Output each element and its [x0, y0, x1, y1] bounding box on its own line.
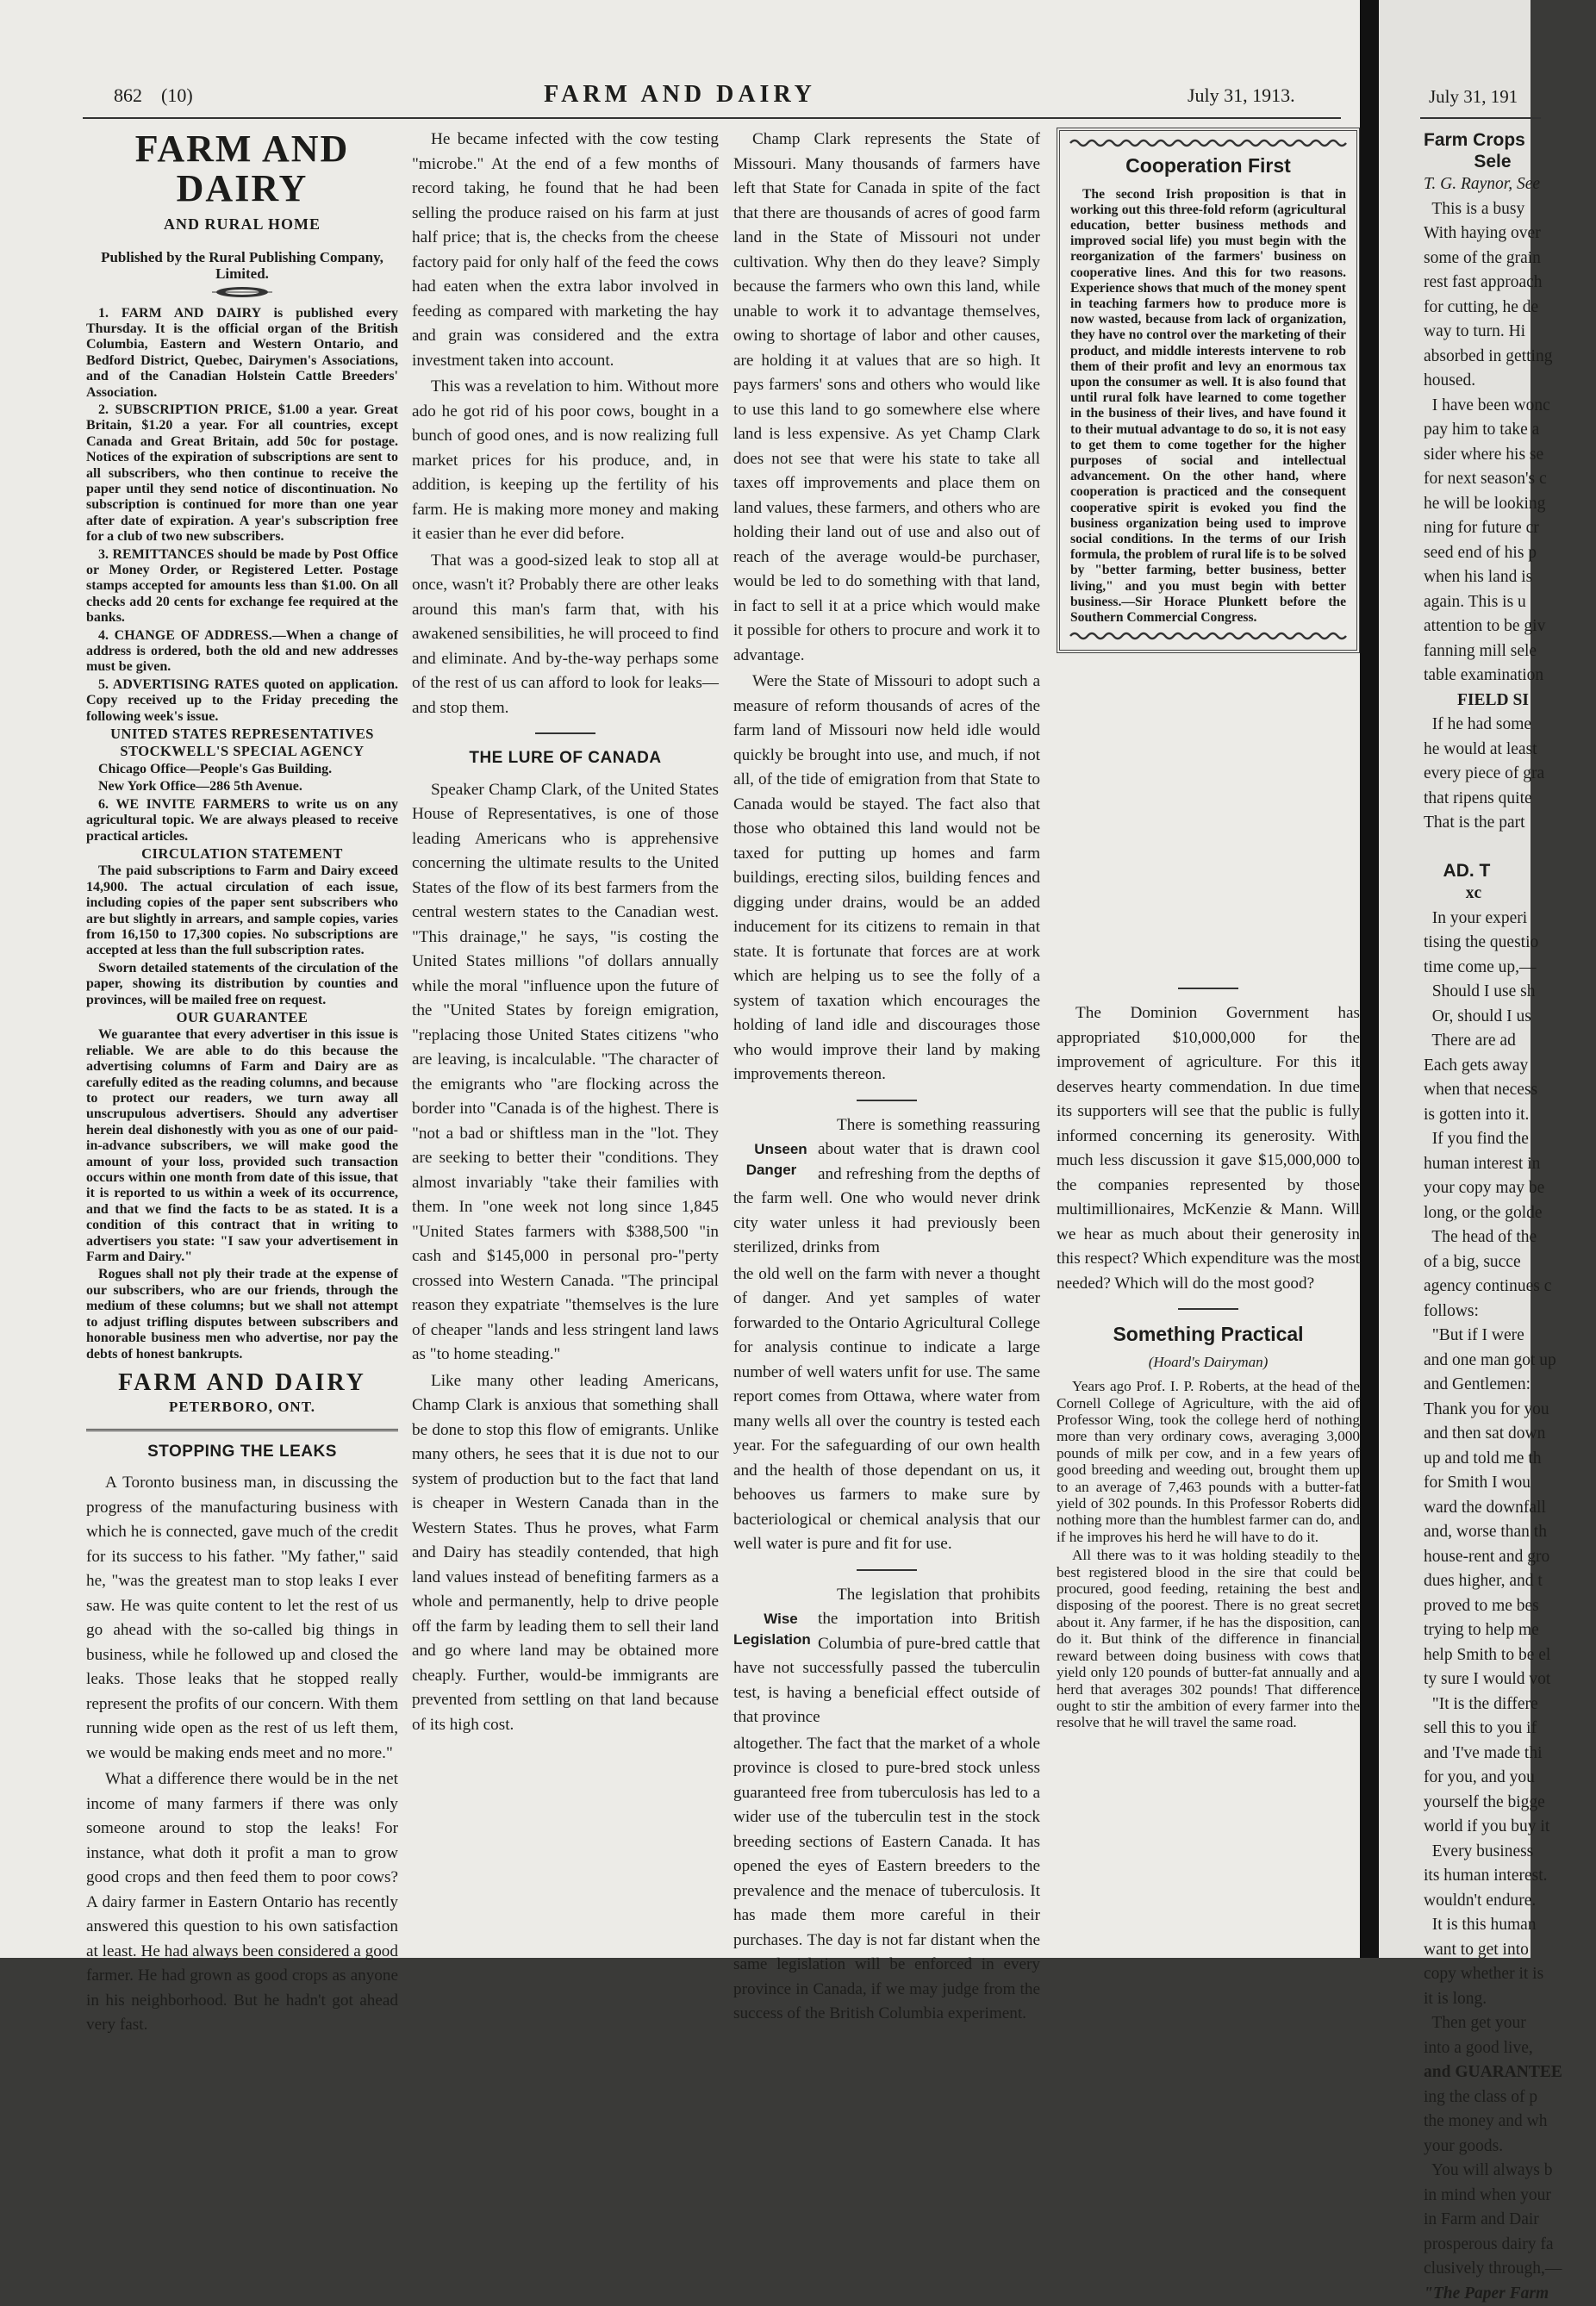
next-page-line: he will be looking: [1424, 492, 1596, 517]
article-paragraph: Like many other leading Americans, Champ Clark is anxious that something shall be done to stop this flow of emigrants. Unlike many others, he sees that it is due not to our system of production but to the fact that land is cheaper in Western Canada than in the Western States. Thus he proves, what Farm and Dairy has steadily contended, that high land values instead of benefiting farmers as a whole and permanently, help to drive people off the farm by leading them to sell their land and go where land may be obtained more cheaply. Further, would-be immigrants are prevented from settling on that land because of its high cost.: [412, 1369, 719, 1738]
editorial-lead: [733, 1583, 1040, 1730]
next-page-line: its human interest.: [1424, 1864, 1596, 1889]
publication-terms: [86, 306, 398, 1362]
next-page-text: [1424, 129, 1596, 2306]
editorial-body: altogether. The fact that the market of a whole province is closed to pure-bred stock unless guaranteed free from tuberculosis has led to a wider use of the tuberculin test in the stock breeding sections of Eastern Canada. It has opened the eyes of Eastern breeders to the prevalence and the menace of tuberculosis. It has made them more careful in their purchases. The day is not far distant when the same legislation will be enforced in every province in Canada, if we may judge from the success of the British Columbia experiment.: [733, 1732, 1040, 2027]
next-page-line: It is this human: [1424, 1913, 1596, 1938]
next-page-line: If he had some: [1424, 713, 1596, 738]
editorial-wise-legislation: [733, 1583, 1040, 2027]
next-page-line: and one man got up: [1424, 1349, 1596, 1374]
next-page-line: There are ad: [1424, 1029, 1596, 1054]
next-page-line: Each gets away: [1424, 1054, 1596, 1079]
cooperation-box: [1057, 128, 1360, 653]
next-page-line: fanning mill sele: [1424, 639, 1596, 664]
next-page-line: ward the downfall: [1424, 1496, 1596, 1521]
us-reps-chicago: Chicago Office—People's Gas Building.: [86, 762, 398, 777]
next-page-line: world if you buy it: [1424, 1815, 1596, 1840]
section-rule: [857, 1100, 917, 1101]
next-page-line: trying to help me: [1424, 1618, 1596, 1643]
next-page-line: human interest in: [1424, 1152, 1596, 1177]
next-page-line: that ripens quite: [1424, 787, 1596, 812]
terms-item: 4. CHANGE OF ADDRESS.—When a change of address is ordered, both the old and new addresses must be given.: [86, 628, 398, 676]
lead-text: The legislation that prohibits the importation into British Columbia of pure-bred cattle that have not successfully passed the tuberculin test, is having a beneficial effect outside of that province: [733, 1586, 1040, 1727]
next-page-line: house-rent and gro: [1424, 1545, 1596, 1570]
next-page-line: every piece of gra: [1424, 762, 1596, 787]
next-page-line: That is the part: [1424, 811, 1596, 836]
article-paragraph: Years ago Prof. I. P. Roberts, at the head of the Cornell College of Agriculture, with the aid of Professor Wing, took the college herd of nothing more than very ordinary cows, averaging 3,000 pounds of milk per cow, and in a few years of good breeding and weeding out, brought them up to an average of 7,463 pounds with a butter-fat yield of 302 pounds. In this Professor Roberts did nothing more than the humblest farmer can do, and if he improves his herd he will have to do it.: [1057, 1378, 1360, 1545]
next-page-line: Or, should I us: [1424, 1005, 1596, 1030]
next-page-line: xc: [1424, 882, 1596, 907]
next-page-line: your goods.: [1424, 2135, 1596, 2160]
article-paragraph: Speaker Champ Clark, of the United States House of Representatives, is one of those leading Americans who is apprehensive concerning the ultimate results to the United States of the flow of its best farmers from the central western states to the Canadian west. "This drainage," he says, "is costing the United States millions "of dollars annually while the moral "influence upon the future of the "United States by foreign emigration, "replacing those United States citizens "who are leaving, is incalculable. "The character of the emigrants who "are flocking across the border into "Canada is of the highest. There is "not a bad or shiftless man in the "lot. They are seeking to better their "conditions. They almost invariably "take their families with them. In "one week not long since 1,845 "United States farmers with $388,500 "in cash and $145,000 in personal pro-"perty crossed into Western Canada. "The principal reason they expatriate "themselves is the lure of cheaper "lands and less stringent land laws as "to home steading.": [412, 778, 719, 1368]
column-continuation-space: [1057, 664, 1360, 975]
next-page-line: in mind when your: [1424, 2184, 1596, 2209]
next-page-line: housed.: [1424, 369, 1596, 394]
next-page-line: it is long.: [1424, 1987, 1596, 2012]
next-page-line: T. G. Raynor, See: [1424, 172, 1596, 197]
article-paragraph: What a difference there would be in the net income of many farmers if there was only someone around to stop the leaks! For instance, what doth it profit a man to grow good crops and then feed them to poor cows? A dairy farmer in Eastern Ontario has recently answered this question to his own satisfaction at least. He had always been considered a good farmer. He had grown as good crops as anyone in his neighborhood. But he hadn't got ahead very fast.: [86, 1767, 398, 2038]
next-page-line: some of the grain: [1424, 246, 1596, 271]
next-page-line: help Smith to be el: [1424, 1643, 1596, 1668]
next-page-line: "The Paper Farm: [1424, 2282, 1596, 2306]
article-body: [1057, 1378, 1360, 1731]
next-page-line: in Farm and Dair: [1424, 2208, 1596, 2233]
us-reps-agency: STOCKWELL'S SPECIAL AGENCY: [86, 744, 398, 759]
next-page-line: clusively through,—: [1424, 2257, 1596, 2282]
next-page-line: want to get into: [1424, 1938, 1596, 1963]
side-head: Wise Legislation: [733, 1609, 809, 1650]
terms-item: 1. FARM AND DAIRY is published every Thursday. It is the official organ of the British Columbia, Eastern and Western Ontario, and Bedford District, Quebec, Dairymen's Associations, and of the Canadian Holstein Cattle Breeders' Association.: [86, 306, 398, 401]
article-paragraph: That was a good-sized leak to stop all at once, wasn't it? Probably there are other leaks around this man's farm that, with his awakened sensibilities, he will proceed to find and eliminate. And by-the-way perhaps some of the rest of us can afford to look for leaks—and stop them.: [412, 549, 719, 721]
next-page-line: when that necess: [1424, 1078, 1596, 1103]
next-page-line: "It is the differe: [1424, 1692, 1596, 1717]
next-page-line: the money and wh: [1424, 2110, 1596, 2135]
next-page-line: Farm Crops: [1424, 129, 1596, 151]
next-page-line: This is a busy: [1424, 197, 1596, 222]
next-page-line: time come up,—: [1424, 956, 1596, 981]
guarantee-text: We guarantee that every advertiser in this issue is reliable. We are able to do this because the advertising columns of Farm and Dairy are as carefully edited as the reading columns, and because to protect our readers, we turn away all unscrupulous advertisers. Should any advertiser herein deal dishonestly with you as one of our paid-in-advance subscribers, we will make good the amount of your loss, provided such transaction occurs within one month from date of this issue, that it is reported to us within a week of its occurrence, and that we find the facts to be as stated. It is a condition of this contract that in writing to advertisers you state: "I saw your advertisement in Farm and Dairy.": [86, 1027, 398, 1265]
next-page-line: for next season's c: [1424, 467, 1596, 492]
next-page-line: pay him to take a: [1424, 418, 1596, 443]
us-reps-title: UNITED STATES REPRESENTATIVES: [86, 726, 398, 742]
next-page-line: into a good live,: [1424, 2036, 1596, 2061]
rogues-text: Rogues shall not ply their trade at the expense of our subscribers, who are our friends, through the medium of these columns; but we shall not attempt to adjust trifling disputes between subscribers and honorable business men who advertise, nor pay the debts of honest bankrupts.: [86, 1267, 398, 1362]
next-page-line: proved to me bes: [1424, 1594, 1596, 1619]
next-page-line: If you find the: [1424, 1127, 1596, 1152]
publisher-line: Published by the Rural Publishing Company, Limited.: [86, 249, 398, 282]
next-page-line: "But if I were: [1424, 1324, 1596, 1349]
running-masthead: FARM AND DAIRY: [0, 81, 1360, 109]
next-page-line: [1424, 836, 1596, 861]
next-page-line: ing the class of p: [1424, 2085, 1596, 2110]
next-page-line: way to turn. Hi: [1424, 320, 1596, 345]
next-page-line: he would at least: [1424, 738, 1596, 763]
next-page-line: ty sure I would vot: [1424, 1667, 1596, 1692]
box-body: The second Irish proposition is that in working out this three-fold reform (agricultural education, better business methods and improved social life) you must begin with the reorganization of the farmers' business on cooperative lines. And this for two reasons. Experience shows that much of the money spent in teaching farmers how to produce more is now wasted, because from lack of organization, they have no control over the marketing of their product, and middle interests intervene to rob them of their profit and levy an enormous tax upon the consumer as well. It is also found that until rural folk have learned to come together in the business of their lives, and have found it to their mutual advantage to do so, it is not easy to get them to come together for the higher purposes of social and intellectual advancement. On the other hand, where cooperation is practiced and the consequent cooperative spirit is evoked you find the business organization being used to improve social conditions. In the terms of our Irish formula, the problem of rural life is to be solved by "better farming, better business, better living," and you must begin with better business.—Sir Horace Plunkett before the Southern Commercial Congress.: [1070, 187, 1346, 626]
terms-item: 2. SUBSCRIPTION PRICE, $1.00 a year. Great Britain, $1.20 a year. For all countries, except Canada and Great Britain, add 50c for postage. Notices of the expiration of subscriptions are sent to all subscribers, who then continue to receive the paper until they send notice of discontinuation. No subscription is continued for more than one year after date of expiration. A year's subscription free for a club of two new subscribers.: [86, 402, 398, 545]
next-page-line: absorbed in getting: [1424, 345, 1596, 370]
next-page-line: The head of the: [1424, 1225, 1596, 1250]
next-page-line: prosperous dairy fa: [1424, 2233, 1596, 2258]
circulation-title: CIRCULATION STATEMENT: [86, 846, 398, 862]
article-paragraph: Champ Clark represents the State of Missouri. Many thousands of farmers have left that State for Canada in spite of the fact that there are thousands of acres of good farm land in the State of Missouri not under cultivation. Why then do they leave? Simply because the farmers who own this land, while unable to work it to advantage themselves, owing to shortage of labor and other causes, are holding it at values that are so high. It pays farmers' sons and others who would like to use this land to go somewhere else where land is less expensive. As yet Champ Clark does not see that were his state to take all taxes off improvements and place them on land values, these farmers, and others who are holding their land out of use and also out of reach of the average would-be purchaser, would be led to do something with that land, in fact to sell it at a price which would make it possible for others to procure and work it to advantage.: [733, 128, 1040, 668]
next-page-line: up and told me th: [1424, 1447, 1596, 1472]
column-3: [733, 128, 1040, 2029]
section-rule: [857, 1569, 917, 1571]
article-title: STOPPING THE LEAKS: [86, 1440, 398, 1465]
box-title: Cooperation First: [1070, 153, 1346, 178]
next-page-line: and 'I've made thi: [1424, 1742, 1596, 1767]
ornament-icon: [212, 285, 272, 299]
binding-gutter: [1360, 0, 1379, 1958]
page-number: 862 (10): [114, 84, 193, 107]
double-rule: [86, 1429, 398, 1431]
next-page-line: table examination: [1424, 664, 1596, 689]
editorial-paragraph: The Dominion Government has appropriated $10,000,000 for the improvement of agriculture. For this it deserves hearty commendation. In due time its supporters will see that the public is fully informed concerning its generosity. With much less discussion it gave $15,000,000 to the companies represented by those multimillionaires, McKenzie & Mann. Will we hear as much about their generosity in this respect? Which expenditure was the most needed? Which will do the most good?: [1057, 1001, 1360, 1296]
next-page-line: again. This is u: [1424, 590, 1596, 615]
next-page-line: Every business: [1424, 1840, 1596, 1865]
editorial-lead: [733, 1113, 1040, 1261]
next-page-line: Thank you for you: [1424, 1398, 1596, 1423]
next-page-line: copy whether it is: [1424, 1962, 1596, 1987]
masthead-subtitle: AND RURAL HOME: [86, 212, 398, 237]
next-page-line: and Gentlemen:: [1424, 1373, 1596, 1398]
sworn-text: Sworn detailed statements of the circulation of the paper, showing its distribution by counties and provinces, will be mailed free on request.: [86, 961, 398, 1008]
next-page-line: and then sat down: [1424, 1422, 1596, 1447]
next-page-line: With haying over: [1424, 221, 1596, 246]
next-page-line: Then get your: [1424, 2011, 1596, 2036]
next-page-line: sell this to you if: [1424, 1717, 1596, 1742]
column-2: [412, 128, 719, 1739]
next-page-line: tising the questio: [1424, 931, 1596, 956]
next-page-line: long, or the golde: [1424, 1201, 1596, 1226]
circulation-text: The paid subscriptions to Farm and Dairy exceed 14,900. The actual circulation of each issue, including copies of the paper sent subscribers who are but slightly in arrears, and sample copies, varies from 16,150 to 17,300 copies. No subscriptions are accepted at less than the full subscription rates.: [86, 863, 398, 958]
next-page-line: for you, and you: [1424, 1766, 1596, 1791]
next-page-line: You will always b: [1424, 2159, 1596, 2184]
article-paragraph: This was a revelation to him. Without more ado he got rid of his poor cows, bought in a bunch of good ones, and is now realizing full market prices for his produce, and, in addition, is keeping up the fertility of his farm. He is making more money and making it easier than he ever did before.: [412, 375, 719, 547]
us-reps-ny: New York Office—286 5th Avenue.: [86, 779, 398, 795]
terms-item: 3. REMITTANCES should be made by Post Office or Money Order, or Registered Letter. Postage stamps accepted for amounts less than $1.00. On all checks add 20 cents for exchange fee required at the banks.: [86, 547, 398, 626]
next-page-line: AD. T: [1424, 860, 1596, 882]
next-page-line: agency continues c: [1424, 1275, 1596, 1299]
header-rule: [83, 117, 1341, 119]
lead-text: There is something reassuring about water that is drawn cool and refreshing from the depths of the farm well. One who would never drink city water unless it had previously been sterilized, drinks from: [733, 1116, 1040, 1257]
next-page-line: when his land is: [1424, 565, 1596, 590]
article-title: THE LURE OF CANADA: [412, 746, 719, 771]
next-page-line: of a big, succe: [1424, 1250, 1596, 1275]
section-rule: [1178, 988, 1238, 989]
next-page-line: sider where his se: [1424, 443, 1596, 468]
article-paragraph: He became infected with the cow testing "microbe." At the end of a few months of record taking, he found that he had been selling the produce raised on his farm at just half price; that is, the checks from the cheese factory paid for only half of the feed the cows had eaten when the extra labor involved in feeding as compared with marketing the hay and grain was considered and the extra investment taken into account.: [412, 128, 719, 373]
column-1: [86, 128, 398, 2040]
next-page-line: In your experi: [1424, 907, 1596, 932]
next-page-line: for cutting, he de: [1424, 296, 1596, 321]
masthead-footer-title: FARM AND DAIRY: [86, 1371, 398, 1396]
next-page-line: seed end of his p: [1424, 541, 1596, 566]
editorial-unseen-danger: [733, 1113, 1040, 1557]
next-page-line: attention to be giv: [1424, 614, 1596, 639]
next-page-date: July 31, 191: [1429, 86, 1518, 108]
next-page-line: and, worse than th: [1424, 1520, 1596, 1545]
article-title: Something Practical: [1057, 1322, 1360, 1347]
terms-item: 5. ADVERTISING RATES quoted on application. Copy received up to the Friday preceding the following week's issue.: [86, 677, 398, 725]
header-rule: [1420, 117, 1541, 119]
next-page-line: your copy may be: [1424, 1176, 1596, 1201]
next-page-line: follows:: [1424, 1299, 1596, 1324]
article-paragraph: A Toronto business man, in discussing the progress of the manufacturing business with which he is connected, gave much of the credit for its success to his father. "My father," said he, "was the greatest man to stop leaks I ever saw. He was quite content to let the rest of us go ahead with the so-called big things in business, while he followed up and closed the leaks. Those leaks that he stopped really represent the profits of our concern. With them running wide open as the rest of us left them, we would be making ends meet and no more.": [86, 1471, 398, 1766]
next-page-line: Sele: [1424, 151, 1596, 172]
next-page-line: wouldn't endure.: [1424, 1889, 1596, 1914]
masthead-footer-place: PETERBORO, ONT.: [86, 1395, 398, 1420]
article-paragraph: Were the State of Missouri to adopt such a measure of reform thousands of acres of the farm land of Missouri now held idle would quickly be brought into use, and much, if not all, of the tide of emigration from that State to Canada would be stayed. The fact also that those who obtained this land would not be taxed for putting up homes and farm buildings, erecting silos, building fences and digging under drains, would be an added inducement for its citizens to remain in that state. It is fortunate that forces are at work which are helping us to see the folly of a system of taxation which encourages the holding of land idle and discourages those who would improve their land by making improvements thereon.: [733, 670, 1040, 1088]
next-page-line: yourself the bigge: [1424, 1791, 1596, 1816]
editorial-body: the old well on the farm with never a thought of danger. And yet samples of water forwarded to the Ontario Agricultural College for analysis continue to indicate a large number of well waters unfit for use. The same report comes from Ottawa, where water from many wells all over the country is tested each year. For the safeguarding of our own health and the health of those dependant on us, it behooves us farmers to make sure by bacteriological or chemical analysis that our well water is pure and fit for use.: [733, 1262, 1040, 1557]
terms-item: 6. WE INVITE FARMERS to write us on any agricultural topic. We are always pleased to receive practical articles.: [86, 797, 398, 844]
next-page-edge: [1379, 0, 1531, 1958]
scroll-border-icon: [1070, 138, 1346, 148]
guarantee-title: OUR GUARANTEE: [86, 1010, 398, 1025]
next-page-line: FIELD SI: [1424, 689, 1596, 714]
article-source: (Hoard's Dairyman): [1057, 1350, 1360, 1375]
side-head: Unseen Danger: [733, 1139, 809, 1181]
section-rule: [1178, 1308, 1238, 1310]
section-rule: [535, 732, 595, 734]
next-page-line: is gotten into it.: [1424, 1103, 1596, 1128]
next-page-line: for Smith I wou: [1424, 1471, 1596, 1496]
next-page-line: rest fast approach: [1424, 271, 1596, 296]
article-paragraph: All there was to it was holding steadily to the best registered blood in the sire that could be procured, good feeding, retaining the best and disposing of the poorest. There is no great secret about it. Any farmer, if he has the disposition, can do it. But think of the difference in financial reward between doing business with cows that yield only 120 pounds of butter-fat annually and a herd that averages 302 pounds! That difference ought to stir the ambition of every farmer into the resolve that he will travel the same road.: [1057, 1547, 1360, 1730]
issue-date: July 31, 1913.: [1188, 84, 1295, 107]
next-page-line: and GUARANTEE: [1424, 2060, 1596, 2085]
next-page-line: ning for future cr: [1424, 516, 1596, 541]
next-page-line: I have been wonc: [1424, 394, 1596, 419]
next-page-line: dues higher, and t: [1424, 1569, 1596, 1594]
column-4: [1057, 128, 1360, 1733]
scroll-border-icon: [1070, 631, 1346, 641]
masthead-title: FARM AND DAIRY: [86, 129, 398, 209]
next-page-line: Should I use sh: [1424, 980, 1596, 1005]
